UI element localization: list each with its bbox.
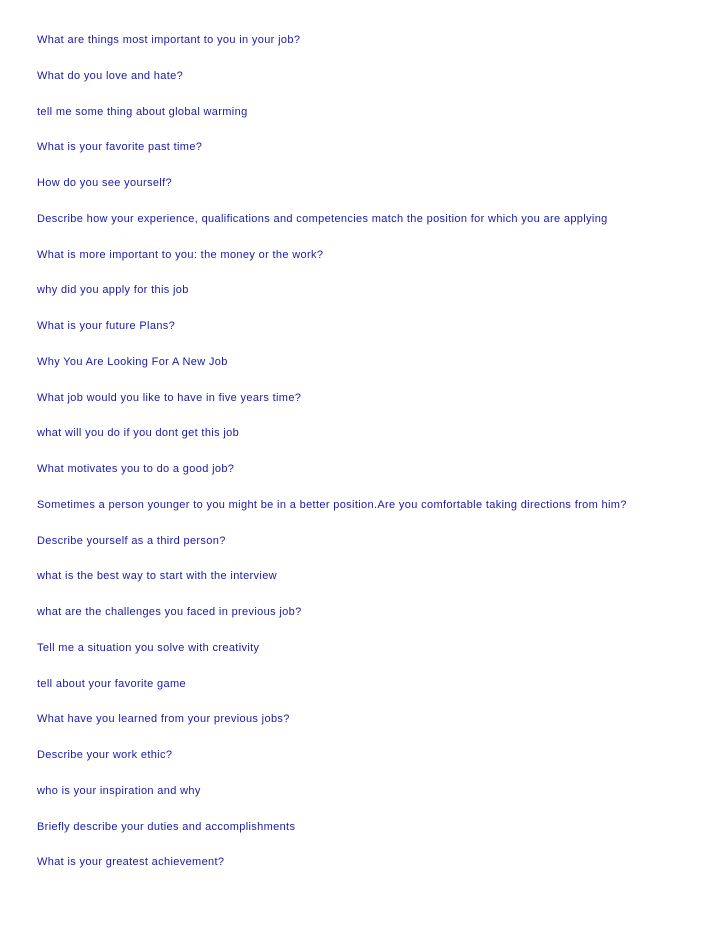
question-item: What is your favorite past time? [37,141,203,154]
question-item: Sometimes a person younger to you might be in a better position.Are you comfortable taking directions from him? [37,498,627,511]
question-item: Describe how your experience, qualifications and competencies match the position for which you are applying [37,212,608,225]
question-item: What motivates you to do a good job? [37,463,235,475]
question-item: Tell me a situation you solve with creativity [37,641,260,654]
question-item: What do you love and hate? [37,69,184,82]
question-item: How do you see yourself? [37,177,172,189]
question-item: Why You Are Looking For A New Job [37,355,228,368]
question-item: who is your inspiration and why [37,784,201,797]
question-item: Describe yourself as a third person? [37,534,226,547]
question-item: What is more important to you: the money or the work? [37,248,324,261]
question-item: what is the best way to start with the interview [37,570,277,583]
question-item: tell me some thing about global warming [37,105,248,118]
question-item: tell about your favorite game [37,677,186,690]
question-item: What have you learned from your previous jobs? [37,713,290,726]
question-item: What is your greatest achievement? [37,856,225,869]
question-item: What is your future Plans? [37,320,176,332]
question-item: why did you apply for this job [37,284,189,297]
question-item: What are things most important to you in your job? [37,34,301,46]
question-item: what are the challenges you faced in previous job? [37,606,302,618]
question-item: what will you do if you dont get this job [37,427,240,440]
question-item: Describe your work ethic? [37,749,173,761]
question-item: Briefly describe your duties and accomplishments [37,820,296,833]
question-item: What job would you like to have in five years time? [37,391,302,404]
question-list [37,33,717,891]
